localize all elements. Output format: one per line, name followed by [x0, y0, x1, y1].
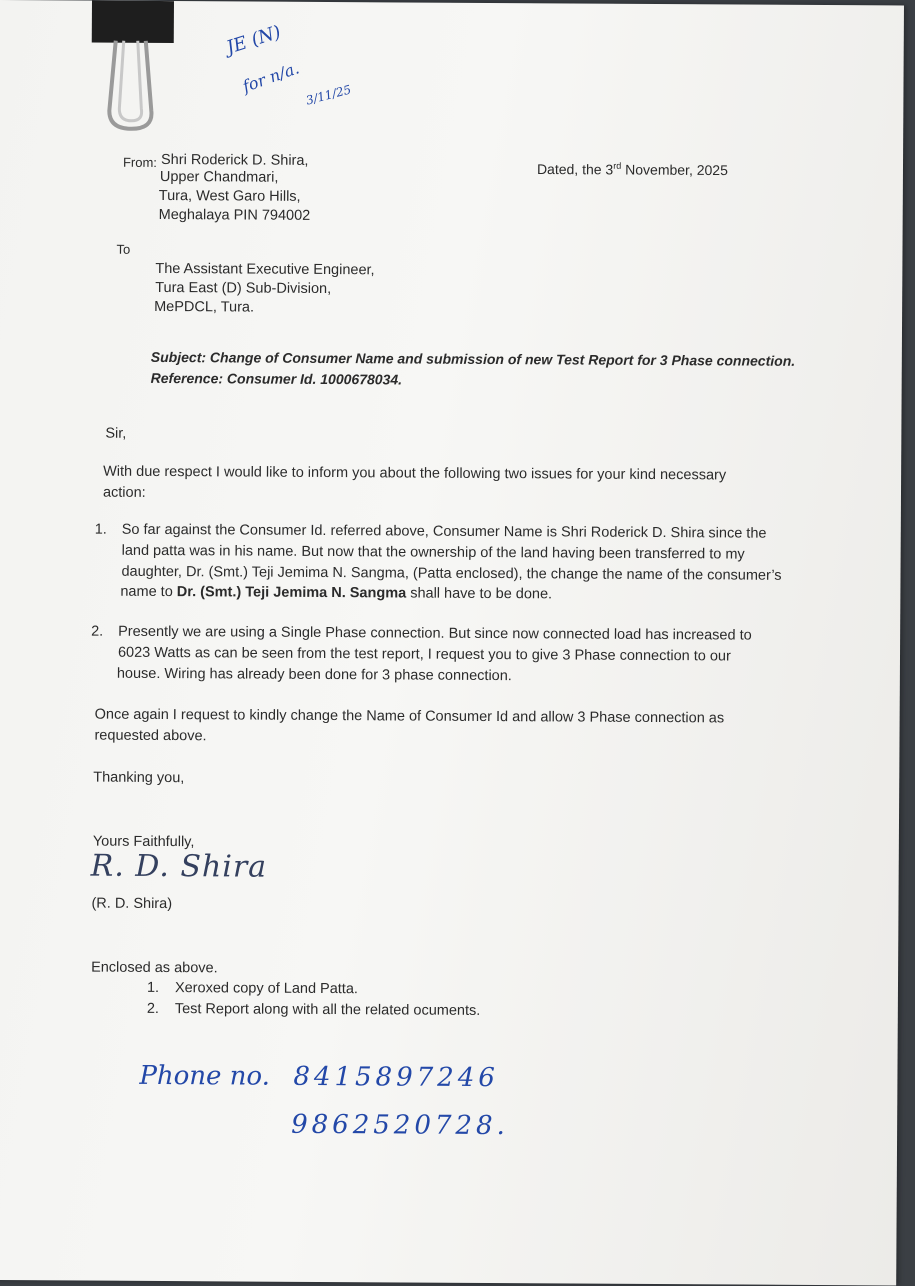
intro-line-2: action:	[102, 484, 146, 501]
item-1-new-name: Dr. (Smt.) Teji Jemima N. Sangma	[176, 584, 407, 602]
phone-number-2: 9862520728.	[291, 1109, 509, 1142]
reference-line: Reference: Consumer Id. 1000678034.	[150, 369, 403, 388]
item-2-line-2: 6023 Watts as can be seen from the test report, I request you to give 3 Phase connection to our	[117, 644, 731, 665]
salutation: Sir,	[105, 425, 127, 442]
item-1-number: 1.	[94, 521, 107, 538]
enclosed-title: Enclosed as above.	[91, 959, 218, 977]
annotation-je: JE (N)	[223, 21, 284, 59]
to-label: To	[116, 241, 131, 257]
item-1-line-4	[120, 582, 552, 606]
enclosure-1: Xeroxed copy of Land Patta.	[174, 980, 359, 998]
date-rest: November, 2025	[621, 161, 728, 179]
item-2-number: 2.	[91, 623, 104, 640]
from-label: From:	[122, 154, 158, 170]
intro-line-1: With due respect I would like to inform you about the following two issues for your kind necessary	[103, 463, 727, 484]
item-1-line-1: So far against the Consumer Id. referred above, Consumer Name is Shri Roderick D. Shira since the	[121, 521, 767, 542]
item-1-line-4-end: shall have to be done.	[406, 585, 553, 603]
to-line-1: The Assistant Executive Engineer,	[155, 260, 375, 279]
yours-faithfully: Yours Faithfully,	[92, 833, 195, 851]
from-name: Shri Roderick D. Shira,	[160, 151, 309, 169]
subject-line: Subject: Change of Consumer Name and submission of new Test Report for 3 Phase connection.	[150, 348, 796, 369]
binder-clip-icon	[87, 1, 178, 137]
closing-line-2: requested above.	[94, 727, 207, 745]
signature: R. D. Shira	[90, 848, 268, 885]
letter-date	[537, 155, 728, 181]
enclosure-1-number: 1.	[146, 979, 160, 996]
from-address-1: Upper Chandmari,	[159, 168, 279, 186]
item-1-line-2: land patta was in his name. But now that the ownership of the land having been transferred to my	[121, 542, 745, 563]
thanking-you: Thanking you,	[93, 769, 185, 787]
item-2-line-1: Presently we are using a Single Phase connection. But since now connected load has increased to	[118, 623, 752, 644]
to-line-3: MePDCL, Tura.	[154, 298, 255, 316]
item-1-line-4-start: name to	[120, 583, 177, 601]
closing-line-1: Once again I request to kindly change the Name of Consumer Id and allow 3 Phase connection as	[94, 706, 725, 727]
phone-number-1: 8415897246	[293, 1061, 499, 1094]
enclosure-2: Test Report along with all the related ocuments.	[174, 1001, 481, 1019]
enclosure-2-number: 2.	[146, 1000, 159, 1017]
from-address-3: Meghalaya PIN 794002	[158, 206, 311, 224]
item-1-line-3: daughter, Dr. (Smt.) Teji Jemima N. Sangma, (Patta enclosed), the change the name of the consumer’s	[121, 563, 782, 584]
phone-label: Phone no.	[139, 1060, 271, 1092]
date-prefix: Dated, the 3	[536, 160, 614, 178]
date-suffix: rd	[613, 160, 622, 171]
to-line-2: Tura East (D) Sub-Division,	[155, 279, 332, 298]
annotation-date: 3/11/25	[304, 82, 353, 108]
signer-name: (R. D. Shira)	[91, 895, 173, 913]
from-address-2: Tura, West Garo Hills,	[158, 187, 301, 205]
annotation-for-na: for n/a.	[240, 58, 302, 96]
item-2-line-3: house. Wiring has already been done for 3 phase connection.	[116, 665, 512, 685]
